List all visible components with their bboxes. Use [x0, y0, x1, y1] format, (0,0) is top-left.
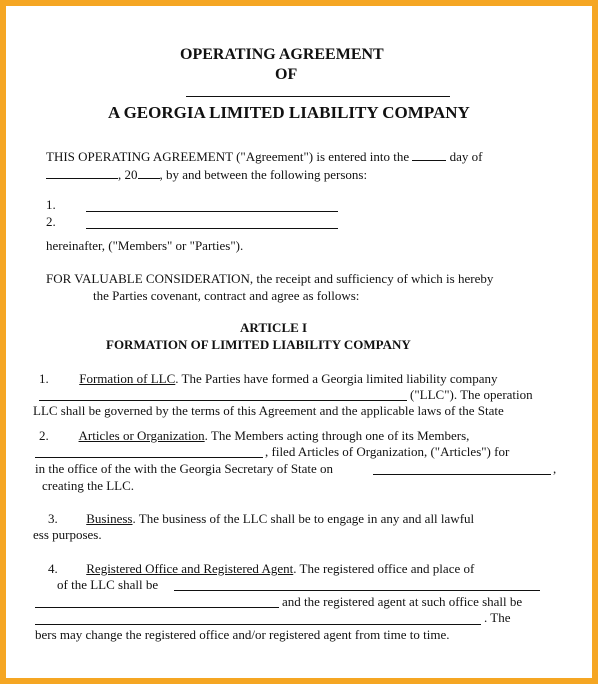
intro-line-2	[46, 166, 367, 183]
section-2-text-3b: ,	[553, 461, 557, 476]
intro-line-1	[46, 148, 482, 165]
day-blank	[412, 148, 446, 161]
section-2-number: 2.	[39, 428, 49, 443]
party-item-2: 2.	[46, 214, 56, 229]
intro-text-a: THIS OPERATING AGREEMENT ("Agreement") is entered into the	[46, 149, 410, 164]
article-heading: ARTICLE I	[240, 320, 308, 335]
section-2-title: Articles or Organization	[78, 428, 205, 443]
title-line-3: A GEORGIA LIMITED LIABILITY COMPANY	[108, 103, 470, 122]
llc-name-blank	[39, 400, 407, 401]
company-name-blank	[186, 96, 450, 97]
section-1-number: 1.	[39, 371, 49, 386]
section-1-text-3: LLC shall be governed by the terms of this Agreement and the applicable laws of the State	[33, 403, 504, 418]
section-2-line-1	[39, 428, 469, 444]
section-2-text-4: creating the LLC.	[42, 478, 135, 493]
section-4-text-2: of the LLC shall be	[57, 577, 159, 592]
filing-date-blank	[373, 474, 551, 475]
section-3-title: Business	[86, 511, 133, 526]
section-1-line-1	[39, 371, 498, 387]
office-address-blank-2	[35, 607, 279, 608]
section-1-text-2: ("LLC"). The operation	[410, 387, 533, 402]
hereinafter-text: hereinafter, ("Members" or "Parties").	[46, 238, 244, 253]
section-3-text-1: . The business of the LLC shall be to engage in any and all lawful	[132, 511, 475, 526]
consideration-line-1: FOR VALUABLE CONSIDERATION, the receipt and sufficiency of which is hereby	[46, 271, 494, 286]
consideration-line-2: the Parties covenant, contract and agree as follows:	[93, 288, 360, 303]
section-4-text-5: bers may change the registered office and/or registered agent from time to time.	[35, 627, 450, 642]
section-1-text-1: . The Parties have formed a Georgia limited liability company	[175, 371, 498, 386]
section-4-text-3: and the registered agent at such office shall be	[282, 594, 523, 609]
intro-year-text: , 20	[118, 167, 138, 182]
party-2-blank	[86, 228, 338, 229]
party-item-1: 1.	[46, 197, 56, 212]
section-2-text-2: , filed Articles of Organization, ("Articles") for	[265, 444, 510, 459]
section-4-number: 4.	[48, 561, 58, 576]
title-line-1: OPERATING AGREEMENT	[180, 46, 384, 63]
section-2-text-1: . The Members acting through one of its Members,	[204, 428, 470, 443]
intro-text-b: day of	[449, 149, 483, 164]
section-3-number: 3.	[48, 511, 58, 526]
month-blank	[46, 166, 118, 179]
office-address-blank-1	[174, 590, 540, 591]
section-4-text-1: . The registered office and place of	[293, 561, 475, 576]
member-name-blank	[35, 457, 263, 458]
section-4-text-4: . The	[484, 610, 511, 625]
section-2-text-3: in the office of the with the Georgia Secretary of State on	[35, 461, 334, 476]
section-4-line-1	[48, 561, 474, 577]
article-subheading: FORMATION OF LIMITED LIABILITY COMPANY	[106, 337, 411, 352]
year-blank	[138, 166, 160, 179]
section-1-title: Formation of LLC	[79, 371, 176, 386]
intro-persons-text: , by and between the following persons:	[159, 167, 368, 182]
agent-name-blank	[35, 624, 481, 625]
section-4-title: Registered Office and Registered Agent	[86, 561, 294, 576]
party-1-blank	[86, 211, 338, 212]
title-line-2: OF	[275, 66, 298, 83]
section-3-text-2: ess purposes.	[33, 527, 102, 542]
section-3-line-1	[48, 511, 474, 527]
